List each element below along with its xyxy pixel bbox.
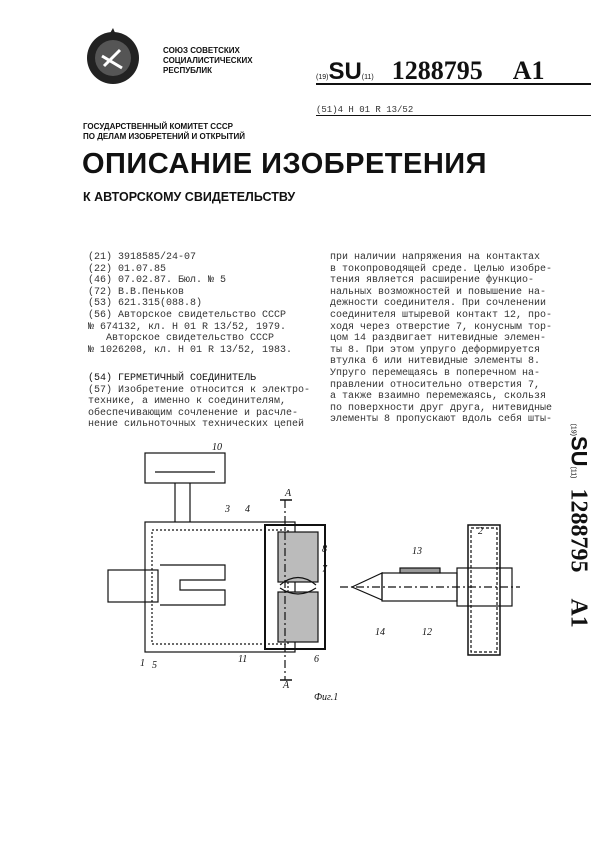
ussr-emblem xyxy=(82,26,144,88)
code-19: (19) xyxy=(316,74,329,81)
country-line: СОЦИАЛИСТИЧЕСКИХ xyxy=(163,56,253,65)
abstract-line: втулка 6 или нитевидные элементы 8. xyxy=(330,356,541,368)
biblio-line: № 1026208, кл. Н 01 R 13/52, 1983. xyxy=(88,344,293,356)
biblio-line: (22) 01.07.85 xyxy=(88,263,167,275)
biblio-line: (56) Авторское свидетельство СССР xyxy=(88,309,287,321)
biblio-line: (46) 07.02.87. Бюл. № 5 xyxy=(88,275,227,287)
abstract-line: ходя через отверстие 7, конусным тор- xyxy=(330,321,553,333)
label-8: 8 xyxy=(322,544,327,555)
abstract-line: при наличии напряжения на контактах xyxy=(330,252,541,263)
country-code: SU xyxy=(328,58,362,85)
document-title: ОПИСАНИЕ ИЗОБРЕТЕНИЯ xyxy=(82,148,487,180)
document-subtitle: К АВТОРСКОМУ СВИДЕТЕЛЬСТВУ xyxy=(83,190,296,204)
abstract-line: тения является расширение функцио- xyxy=(330,275,535,287)
abstract-line: цом 14 раздвигает нитевидные элемен- xyxy=(330,333,547,345)
biblio-line: (72) В.В.Пеньков xyxy=(88,286,185,298)
biblio-line: Авторское свидетельство СССР xyxy=(88,333,275,345)
biblio-line: № 674132, кл. Н 01 R 13/52, 1979. xyxy=(88,321,287,333)
label-12: 12 xyxy=(422,627,432,638)
figure-caption: Фиг.1 xyxy=(314,692,339,703)
biblio-line: (21) 3918585/24-07 xyxy=(88,252,197,263)
kind-code: A1 xyxy=(512,56,545,85)
label-A-bottom: А xyxy=(283,680,290,691)
abstract-line: ты 8. При этом упруго деформируется xyxy=(330,344,541,356)
label-7: 7 xyxy=(322,564,327,575)
committee-name xyxy=(83,122,245,142)
country-line: РЕСПУБЛИК xyxy=(163,66,212,75)
label-4: 4 xyxy=(245,504,250,515)
label-1: 1 xyxy=(140,658,145,669)
label-13: 13 xyxy=(412,546,422,557)
label-14: 14 xyxy=(375,627,385,638)
abstract-line: обеспечивающим сочленение и расчле- xyxy=(88,407,299,419)
abstract-line: (54) ГЕРМЕТИЧНЫЙ СОЕДИНИТЕЛЬ xyxy=(88,373,257,384)
label-5: 5 xyxy=(152,660,157,671)
label-6: 6 xyxy=(314,654,319,665)
country-line: СОЮЗ СОВЕТСКИХ xyxy=(163,46,240,55)
side-code-11: (11) xyxy=(569,466,577,479)
abstract-right xyxy=(330,252,552,426)
bibliographic-data xyxy=(88,252,292,356)
figure-1-drawing xyxy=(100,442,530,710)
abstract-line: дежности соединителя. При сочленении xyxy=(330,298,547,310)
side-code-19: (19) xyxy=(569,423,577,436)
label-10: 10 xyxy=(212,442,222,453)
abstract-line: (57) Изобретение относится к электро- xyxy=(88,384,311,396)
side-country-code: SU xyxy=(566,435,592,467)
side-patent-number xyxy=(548,423,608,690)
label-3: 3 xyxy=(225,504,230,515)
abstract-line: нальных возможностей и повышение на- xyxy=(330,286,547,298)
part-10-box xyxy=(145,453,225,483)
ipc-class: (51)4 Н 01 R 13/52 xyxy=(316,105,591,116)
abstract-line: по поверхности друг друга, нитевидные xyxy=(330,402,553,414)
country-name xyxy=(163,46,253,76)
side-kind: A1 xyxy=(565,598,592,628)
committee-line: ГОСУДАРСТВЕННЫЙ КОМИТЕТ СССР xyxy=(83,122,233,131)
abstract-line: а также взаимно перемежаясь, скользя xyxy=(330,391,547,403)
abstract-line: соединителя штыревой контакт 12, про- xyxy=(330,309,553,321)
side-number: 1288795 xyxy=(565,488,592,573)
label-A-top: А xyxy=(285,488,292,499)
code-11: (11) xyxy=(361,74,374,81)
abstract-line: нение сильноточных технических цепей xyxy=(88,419,305,431)
abstract-line: Упруго перемещаясь в поперечном на- xyxy=(330,367,541,379)
abstract-line: правлении относительно отверстия 7, xyxy=(330,379,541,391)
label-2: 2 xyxy=(478,526,483,537)
abstract-left xyxy=(88,373,310,431)
label-11: 11 xyxy=(238,654,248,665)
patent-number-line xyxy=(316,56,591,85)
patent-number: 1288795 xyxy=(391,56,483,85)
housing xyxy=(145,522,295,652)
committee-line: ПО ДЕЛАМ ИЗОБРЕТЕНИЙ И ОТКРЫТИЙ xyxy=(83,132,246,141)
abstract-line: в токопроводящей среде. Целью изобре- xyxy=(330,263,553,275)
abstract-line: технике, а именно к соединителям, xyxy=(88,396,287,408)
biblio-line: (53) 621.315(088.8) xyxy=(88,298,203,310)
abstract-line: элементы 8 пропускают вдоль себя шты- xyxy=(330,414,553,426)
